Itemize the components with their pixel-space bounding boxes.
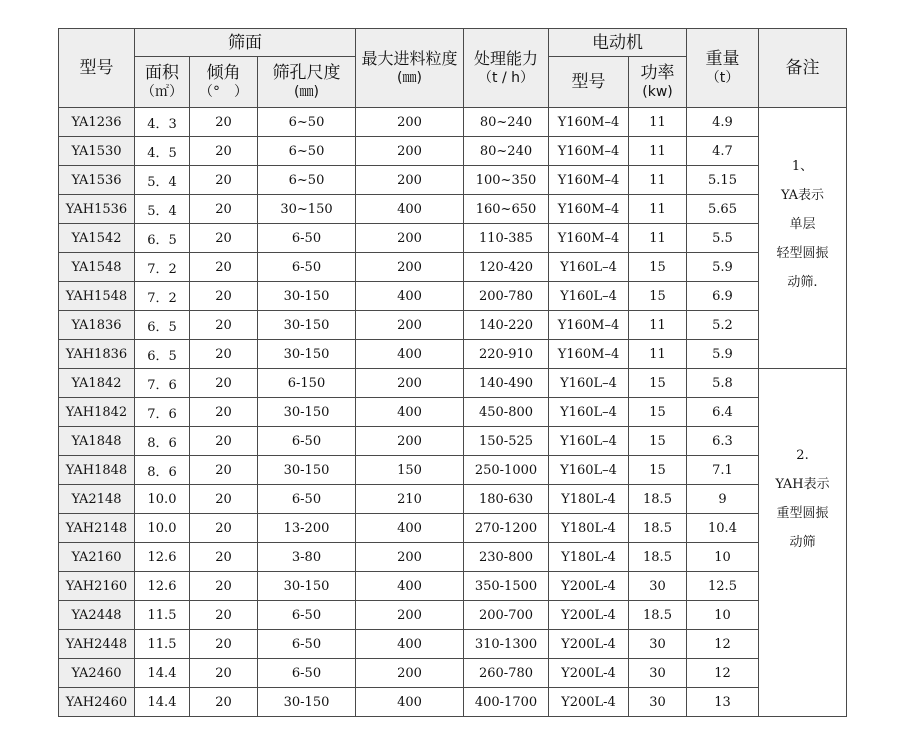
- table-body: [59, 108, 847, 717]
- cell-hole: 30~150: [258, 195, 356, 224]
- table-row: [59, 166, 847, 195]
- cell-area: 7．6: [135, 398, 190, 427]
- cell-power: 15: [629, 253, 687, 282]
- cell-motor: Y160M–4: [549, 340, 629, 369]
- remark-line: YAH表示: [775, 477, 830, 492]
- cell-power: 11: [629, 224, 687, 253]
- cell-motor: Y160M–4: [549, 224, 629, 253]
- cell-motor: Y180L-4: [549, 543, 629, 572]
- header-remark: 备注: [759, 29, 847, 108]
- cell-feed: 200: [356, 224, 464, 253]
- cell-motor: Y200L-4: [549, 630, 629, 659]
- cell-power: 15: [629, 369, 687, 398]
- cell-area: 11.5: [135, 630, 190, 659]
- table-row: [59, 427, 847, 456]
- cell-model: YA1542: [59, 224, 135, 253]
- cell-power: 18.5: [629, 601, 687, 630]
- cell-area: 10.0: [135, 485, 190, 514]
- table-row: [59, 369, 847, 398]
- table-row: [59, 659, 847, 688]
- cell-power: 18.5: [629, 514, 687, 543]
- cell-model: YA1836: [59, 311, 135, 340]
- cell-hole: 30-150: [258, 340, 356, 369]
- cell-motor: Y200L-4: [549, 659, 629, 688]
- cell-weight: 12: [687, 630, 759, 659]
- cell-power: 15: [629, 398, 687, 427]
- header-weight-label: 重量: [705, 49, 740, 69]
- cell-area: 6．5: [135, 224, 190, 253]
- cell-angle: 20: [190, 369, 258, 398]
- cell-angle: 20: [190, 166, 258, 195]
- cell-power: 30: [629, 572, 687, 601]
- cell-weight: 10: [687, 601, 759, 630]
- cell-hole: 6-50: [258, 659, 356, 688]
- cell-area: 11.5: [135, 601, 190, 630]
- header-hole-size: [258, 57, 356, 108]
- cell-power: 30: [629, 630, 687, 659]
- cell-weight: 5.2: [687, 311, 759, 340]
- remark-note-light: [759, 108, 847, 369]
- cell-motor: Y200L-4: [549, 572, 629, 601]
- cell-capacity: 140-490: [464, 369, 549, 398]
- cell-model: YAH2448: [59, 630, 135, 659]
- cell-power: 15: [629, 282, 687, 311]
- cell-feed: 200: [356, 137, 464, 166]
- table-row: [59, 601, 847, 630]
- header-feed-label: 最大进料粒度: [361, 49, 458, 68]
- cell-feed: 200: [356, 166, 464, 195]
- table-row: [59, 688, 847, 717]
- cell-weight: 6.3: [687, 427, 759, 456]
- cell-motor: Y160L–4: [549, 456, 629, 485]
- cell-weight: 5.9: [687, 253, 759, 282]
- cell-feed: 400: [356, 340, 464, 369]
- cell-angle: 20: [190, 137, 258, 166]
- cell-power: 18.5: [629, 543, 687, 572]
- remark-line: 重型圆振: [776, 506, 829, 521]
- cell-weight: 9: [687, 485, 759, 514]
- header-angle: [190, 57, 258, 108]
- cell-motor: Y160M–4: [549, 108, 629, 137]
- cell-angle: 20: [190, 514, 258, 543]
- cell-model: YA1548: [59, 253, 135, 282]
- cell-hole: 30-150: [258, 688, 356, 717]
- cell-weight: 5.65: [687, 195, 759, 224]
- cell-hole: 6~50: [258, 108, 356, 137]
- remark-line: 轻型圆振: [776, 246, 829, 261]
- cell-angle: 20: [190, 456, 258, 485]
- table-row: [59, 398, 847, 427]
- cell-hole: 30-150: [258, 398, 356, 427]
- table-row: [59, 282, 847, 311]
- remark-line: 动筛.: [787, 275, 818, 290]
- cell-motor: Y180L-4: [549, 514, 629, 543]
- cell-capacity: 150-525: [464, 427, 549, 456]
- spec-table: [58, 28, 847, 717]
- cell-capacity: 200-780: [464, 282, 549, 311]
- cell-capacity: 220-910: [464, 340, 549, 369]
- cell-feed: 400: [356, 688, 464, 717]
- cell-capacity: 350-1500: [464, 572, 549, 601]
- cell-weight: 7.1: [687, 456, 759, 485]
- header-feed-size: [356, 29, 464, 108]
- cell-power: 11: [629, 195, 687, 224]
- cell-model: YAH1842: [59, 398, 135, 427]
- header-hole-unit: (㎜): [294, 84, 319, 100]
- header-power-unit: (kw): [642, 84, 673, 100]
- table-row: [59, 572, 847, 601]
- cell-feed: 400: [356, 282, 464, 311]
- header-area: [135, 57, 190, 108]
- cell-weight: 10.4: [687, 514, 759, 543]
- cell-angle: 20: [190, 311, 258, 340]
- cell-feed: 400: [356, 398, 464, 427]
- cell-area: 5．4: [135, 195, 190, 224]
- cell-model: YAH1836: [59, 340, 135, 369]
- cell-angle: 20: [190, 253, 258, 282]
- header-area-unit: （㎡）: [141, 84, 183, 100]
- cell-capacity: 180-630: [464, 485, 549, 514]
- header-motor-model: 型号: [549, 57, 629, 108]
- cell-capacity: 160~650: [464, 195, 549, 224]
- cell-motor: Y160L–4: [549, 369, 629, 398]
- remark-note-heavy: [759, 369, 847, 717]
- cell-hole: 30-150: [258, 311, 356, 340]
- cell-capacity: 100~350: [464, 166, 549, 195]
- cell-motor: Y180L-4: [549, 485, 629, 514]
- table-row: [59, 340, 847, 369]
- cell-motor: Y160M–4: [549, 195, 629, 224]
- cell-area: 5．4: [135, 166, 190, 195]
- cell-capacity: 80~240: [464, 137, 549, 166]
- cell-hole: 6-150: [258, 369, 356, 398]
- cell-area: 14.4: [135, 659, 190, 688]
- table-row: [59, 253, 847, 282]
- cell-model: YA2148: [59, 485, 135, 514]
- table-row: [59, 224, 847, 253]
- cell-angle: 20: [190, 108, 258, 137]
- remark-line: 单层: [789, 217, 816, 232]
- header-power-label: 功率: [640, 63, 675, 83]
- cell-capacity: 140-220: [464, 311, 549, 340]
- cell-area: 4．5: [135, 137, 190, 166]
- cell-area: 10.0: [135, 514, 190, 543]
- cell-model: YAH2148: [59, 514, 135, 543]
- header-area-label: 面积: [145, 63, 179, 83]
- cell-capacity: 230-800: [464, 543, 549, 572]
- cell-angle: 20: [190, 224, 258, 253]
- table-row: [59, 195, 847, 224]
- cell-feed: 150: [356, 456, 464, 485]
- cell-model: YA1536: [59, 166, 135, 195]
- cell-model: YA1530: [59, 137, 135, 166]
- cell-feed: 200: [356, 108, 464, 137]
- cell-angle: 20: [190, 282, 258, 311]
- cell-motor: Y160M–4: [549, 137, 629, 166]
- cell-power: 11: [629, 311, 687, 340]
- table-row: [59, 514, 847, 543]
- cell-power: 11: [629, 108, 687, 137]
- cell-area: 7．2: [135, 282, 190, 311]
- cell-weight: 5.15: [687, 166, 759, 195]
- header-capacity: [464, 29, 549, 108]
- cell-area: 8．6: [135, 427, 190, 456]
- cell-weight: 12.5: [687, 572, 759, 601]
- table-row: [59, 311, 847, 340]
- cell-weight: 10: [687, 543, 759, 572]
- cell-area: 8．6: [135, 456, 190, 485]
- cell-motor: Y160L–4: [549, 253, 629, 282]
- cell-hole: 6-50: [258, 485, 356, 514]
- cell-area: 7．6: [135, 369, 190, 398]
- cell-feed: 400: [356, 572, 464, 601]
- cell-area: 12.6: [135, 572, 190, 601]
- cell-angle: 20: [190, 398, 258, 427]
- cell-hole: 30-150: [258, 456, 356, 485]
- cell-hole: 3-80: [258, 543, 356, 572]
- header-capacity-label: 处理能力: [473, 49, 538, 68]
- cell-model: YA2460: [59, 659, 135, 688]
- cell-motor: Y160L–4: [549, 427, 629, 456]
- cell-motor: Y160M–4: [549, 311, 629, 340]
- cell-feed: 210: [356, 485, 464, 514]
- remark-line: 动筛: [789, 535, 816, 550]
- cell-feed: 400: [356, 630, 464, 659]
- cell-model: YA2448: [59, 601, 135, 630]
- cell-hole: 6-50: [258, 253, 356, 282]
- cell-motor: Y160L–4: [549, 398, 629, 427]
- cell-feed: 200: [356, 659, 464, 688]
- cell-power: 11: [629, 340, 687, 369]
- cell-power: 15: [629, 456, 687, 485]
- table-row: [59, 137, 847, 166]
- cell-capacity: 310-1300: [464, 630, 549, 659]
- cell-capacity: 250-1000: [464, 456, 549, 485]
- cell-capacity: 110-385: [464, 224, 549, 253]
- cell-feed: 200: [356, 601, 464, 630]
- cell-feed: 200: [356, 543, 464, 572]
- cell-weight: 5.9: [687, 340, 759, 369]
- table-row: [59, 456, 847, 485]
- cell-angle: 20: [190, 340, 258, 369]
- cell-power: 30: [629, 688, 687, 717]
- cell-model: YAH1848: [59, 456, 135, 485]
- header-weight: [687, 29, 759, 108]
- table-header: [59, 29, 847, 108]
- cell-motor: Y160L–4: [549, 282, 629, 311]
- cell-power: 15: [629, 427, 687, 456]
- table-row: [59, 630, 847, 659]
- cell-weight: 4.7: [687, 137, 759, 166]
- cell-weight: 12: [687, 659, 759, 688]
- cell-capacity: 450-800: [464, 398, 549, 427]
- cell-feed: 400: [356, 195, 464, 224]
- cell-angle: 20: [190, 659, 258, 688]
- header-angle-label: 倾角: [206, 63, 241, 83]
- cell-model: YAH2160: [59, 572, 135, 601]
- cell-power: 11: [629, 137, 687, 166]
- cell-feed: 400: [356, 514, 464, 543]
- table-row: [59, 543, 847, 572]
- cell-power: 30: [629, 659, 687, 688]
- cell-area: 14.4: [135, 688, 190, 717]
- remark-line: 1、: [791, 159, 814, 174]
- header-motor: 电动机: [549, 29, 687, 57]
- cell-area: 6．5: [135, 311, 190, 340]
- cell-model: YA2160: [59, 543, 135, 572]
- cell-model: YAH1536: [59, 195, 135, 224]
- cell-hole: 30-150: [258, 572, 356, 601]
- header-model: 型号: [59, 29, 135, 108]
- cell-feed: 200: [356, 311, 464, 340]
- cell-power: 11: [629, 166, 687, 195]
- header-capacity-unit: （t / h）: [478, 70, 534, 86]
- cell-capacity: 80~240: [464, 108, 549, 137]
- cell-hole: 30-150: [258, 282, 356, 311]
- table-row: [59, 108, 847, 137]
- cell-angle: 20: [190, 630, 258, 659]
- cell-motor: Y200L-4: [549, 688, 629, 717]
- cell-capacity: 120-420: [464, 253, 549, 282]
- header-angle-unit: （° ）: [199, 84, 248, 100]
- cell-hole: 13-200: [258, 514, 356, 543]
- header-feed-unit: (㎜): [397, 70, 422, 86]
- cell-weight: 6.9: [687, 282, 759, 311]
- cell-area: 6．5: [135, 340, 190, 369]
- cell-capacity: 200-700: [464, 601, 549, 630]
- cell-angle: 20: [190, 427, 258, 456]
- header-hole-label: 筛孔尺度: [272, 63, 341, 83]
- cell-area: 4．3: [135, 108, 190, 137]
- cell-angle: 20: [190, 688, 258, 717]
- cell-weight: 5.8: [687, 369, 759, 398]
- cell-angle: 20: [190, 572, 258, 601]
- cell-motor: Y200L-4: [549, 601, 629, 630]
- cell-model: YA1848: [59, 427, 135, 456]
- cell-feed: 200: [356, 369, 464, 398]
- header-power: [629, 57, 687, 108]
- header-weight-unit: （t）: [705, 70, 740, 86]
- cell-hole: 6~50: [258, 166, 356, 195]
- cell-model: YA1842: [59, 369, 135, 398]
- cell-capacity: 270-1200: [464, 514, 549, 543]
- cell-capacity: 260-780: [464, 659, 549, 688]
- cell-weight: 5.5: [687, 224, 759, 253]
- cell-weight: 4.9: [687, 108, 759, 137]
- cell-model: YAH2460: [59, 688, 135, 717]
- cell-angle: 20: [190, 543, 258, 572]
- cell-model: YA1236: [59, 108, 135, 137]
- cell-capacity: 400-1700: [464, 688, 549, 717]
- table-row: [59, 485, 847, 514]
- cell-angle: 20: [190, 601, 258, 630]
- remark-line: YA表示: [781, 188, 824, 203]
- cell-weight: 6.4: [687, 398, 759, 427]
- remark-line: 2.: [796, 448, 809, 463]
- cell-weight: 13: [687, 688, 759, 717]
- cell-hole: 6-50: [258, 630, 356, 659]
- cell-angle: 20: [190, 485, 258, 514]
- header-screen-surface: 筛面: [135, 29, 356, 57]
- cell-area: 12.6: [135, 543, 190, 572]
- cell-hole: 6-50: [258, 224, 356, 253]
- cell-model: YAH1548: [59, 282, 135, 311]
- cell-hole: 6~50: [258, 137, 356, 166]
- cell-hole: 6-50: [258, 427, 356, 456]
- cell-area: 7．2: [135, 253, 190, 282]
- cell-feed: 200: [356, 253, 464, 282]
- cell-hole: 6-50: [258, 601, 356, 630]
- cell-power: 18.5: [629, 485, 687, 514]
- cell-angle: 20: [190, 195, 258, 224]
- cell-motor: Y160M–4: [549, 166, 629, 195]
- cell-feed: 200: [356, 427, 464, 456]
